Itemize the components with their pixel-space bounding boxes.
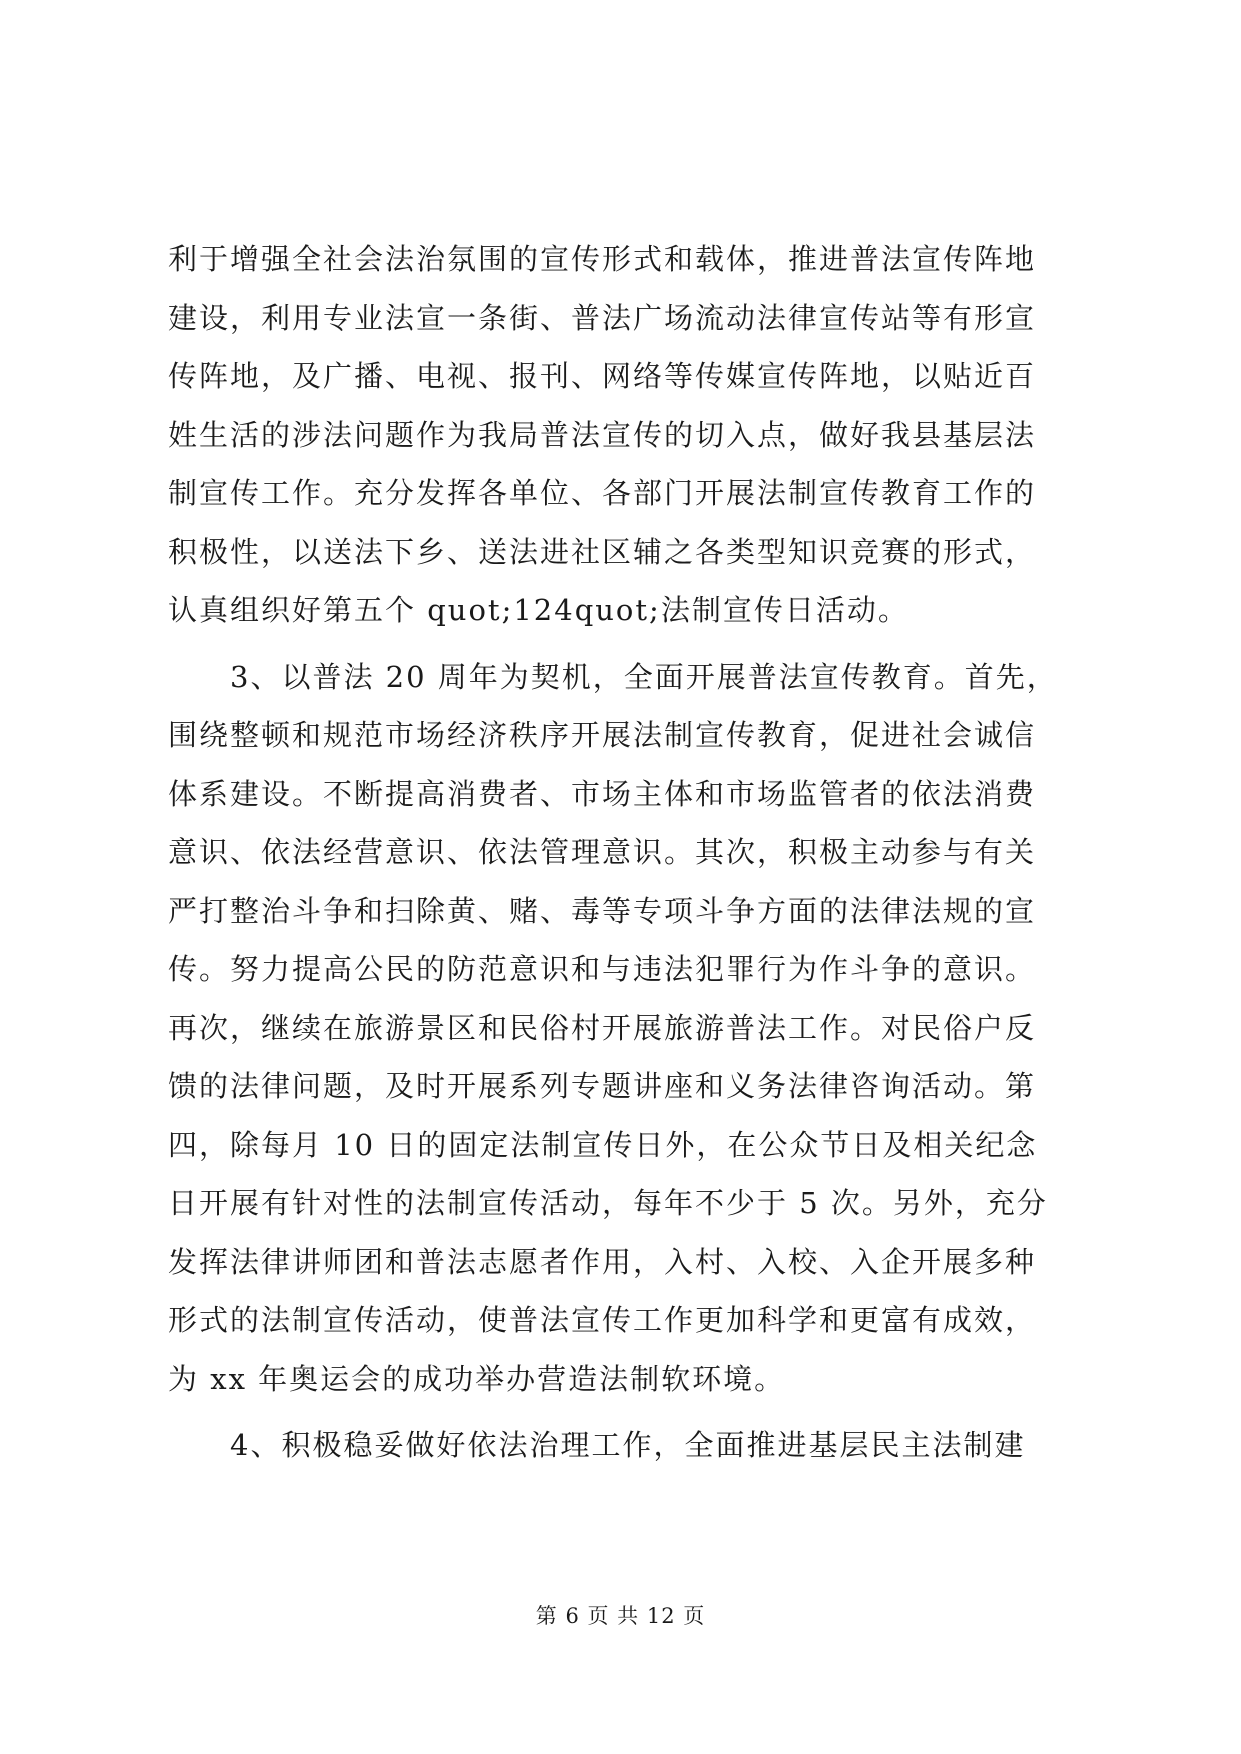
text-line: 利于增强全社会法治氛围的宣传形式和载体，推进普法宣传阵地 xyxy=(168,242,1037,276)
text-line: 传阵地，及广播、电视、报刊、网络等传媒宣传阵地，以贴近百 xyxy=(168,359,1037,393)
text-line: 围绕整顿和规范市场经济秩序开展法制宣传教育，促进社会诚信 xyxy=(168,718,1037,752)
paragraph xyxy=(168,230,1088,640)
text-line: 再次，继续在旅游景区和民俗村开展旅游普法工作。对民俗户反 xyxy=(168,1010,1037,1045)
page-number-footer: 第 6 页 共 12 页 xyxy=(535,1604,706,1628)
paragraph-gap xyxy=(168,1408,1088,1416)
text-line: 形式的法制宣传活动，使普法宣传工作更加科学和更富有成效， xyxy=(168,1303,1037,1337)
document-body xyxy=(168,230,1088,1475)
text-line: 严打整治斗争和扫除黄、赌、毒等专项斗争方面的法律法规的宣 xyxy=(168,893,1037,928)
text-line: 认真组织好第五个 quot;124quot;法制宣传日活动。 xyxy=(168,593,909,627)
text-line: 体系建设。不断提高消费者、市场主体和市场监管者的依法消费 xyxy=(168,776,1037,811)
text-line: 意识、依法经营意识、依法管理意识。其次，积极主动参与有关 xyxy=(168,835,1037,869)
text-line: 积极性，以送法下乡、送法进社区辅之各类型知识竞赛的形式， xyxy=(168,534,1037,569)
text-line: 发挥法律讲师团和普法志愿者作用，入村、入校、入企开展多种 xyxy=(168,1244,1037,1279)
text-line: 建设，利用专业法宣一条街、普法广场流动法律宣传站等有形宣 xyxy=(168,300,1037,335)
text-line: 四，除每月 10 日的固定法制宣传日外，在公众节日及相关纪念 xyxy=(168,1127,1038,1162)
paragraph-gap xyxy=(168,640,1088,648)
text-line: 制宣传工作。充分发挥各单位、各部门开展法制宣传教育工作的 xyxy=(168,476,1037,510)
paragraph xyxy=(168,648,1088,1409)
paragraph xyxy=(168,1416,1088,1475)
text-line: 馈的法律问题，及时开展系列专题讲座和义务法律咨询活动。第 xyxy=(168,1069,1037,1103)
text-line: 日开展有针对性的法制宣传活动，每年不少于 5 次。另外，充分 xyxy=(168,1186,1048,1220)
text-line: 为 xx 年奥运会的成功举办营造法制软环境。 xyxy=(168,1361,786,1396)
text-line: 传。努力提高公民的防范意识和与违法犯罪行为作斗争的意识。 xyxy=(168,952,1037,986)
text-line: 4、积极稳妥做好依法治理工作，全面推进基层民主法制建 xyxy=(168,1428,1026,1462)
text-line: 姓生活的涉法问题作为我局普法宣传的切入点，做好我县基层法 xyxy=(168,417,1037,452)
text-line: 3、以普法 20 周年为契机，全面开展普法宣传教育。首先， xyxy=(168,659,1058,694)
